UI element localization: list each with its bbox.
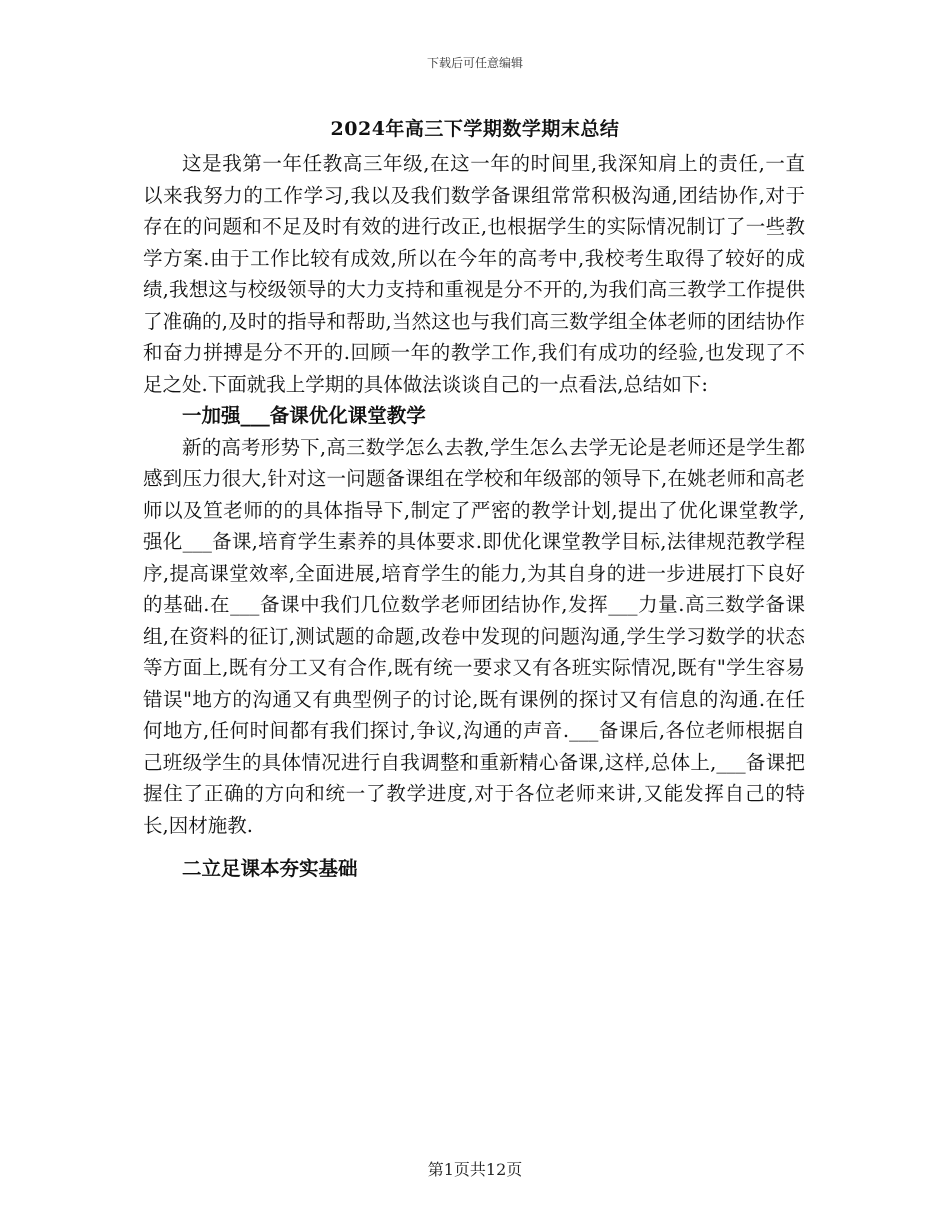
section-1-heading: 一加强___备课优化课堂教学 [182,404,426,427]
page-number: 第1页共12页 [427,1160,523,1179]
section-2-heading: 二立足课本夯实基础 [182,857,358,880]
section-1-paragraph: 新的高考形势下,高三数学怎么去教,学生怎么去学无论是老师还是学生都感到压力很大,针对这一问题备课组在学校和年级部的领导下,在姚老师和高老师以及笪老师的的具体指导下,制定了严密的教学计划,提出了优化课堂教学,强化___备课,培育学生素养的具体要求.即优化课堂教学目标,法律规范教学程序,提高课堂效率,全面进展,培育学生的能力,为其自身的进一步进展打下良好的基础.在___备课中我们几位数学老师团结协作,发挥___力量.高三数学备课组,在资料的征订,测试题的命题,改卷中发现的问题沟通,学生学习数学的状态等方面上,既有分工又有合作,既有统一要求又有各班实际情况,既有"学生容易错误"地方的沟通又有典型例子的讨论,既有课例的探讨又有信息的沟通.在任何地方,任何时间都有我们探讨,争议,沟通的声音.___备课后,各位老师根据自己班级学生的具体情况进行自我调整和重新精心备课,这样,总体上,___备课把握住了正确的方向和统一了教学进度,对于各位老师来讲,又能发挥自己的特长,因材施教. [143,435,805,837]
document-body [143,148,805,885]
intro-paragraph: 这是我第一年任教高三年级,在这一年的时间里,我深知肩上的责任,一直以来我努力的工作学习,我以及我们数学备课组常常积极沟通,团结协作,对于存在的问题和不足及时有效的进行改正,也根据学生的实际情况制订了一些教学方案.由于工作比较有成效,所以在今年的高考中,我校考生取得了较好的成绩,我想这与校级领导的大力支持和重视是分不开的,为我们高三教学工作提供了准确的,及时的指导和帮助,当然这也与我们高三数学组全体老师的团结协作和奋力拼搏是分不开的.回顾一年的教学工作,我们有成功的经验,也发现了不足之处.下面就我上学期的具体做法谈谈自己的一点看法,总结如下: [143,152,805,396]
page-header-note: 下载后可任意编辑 [426,56,523,70]
document-title: 2024年高三下学期数学期末总结 [330,118,620,140]
